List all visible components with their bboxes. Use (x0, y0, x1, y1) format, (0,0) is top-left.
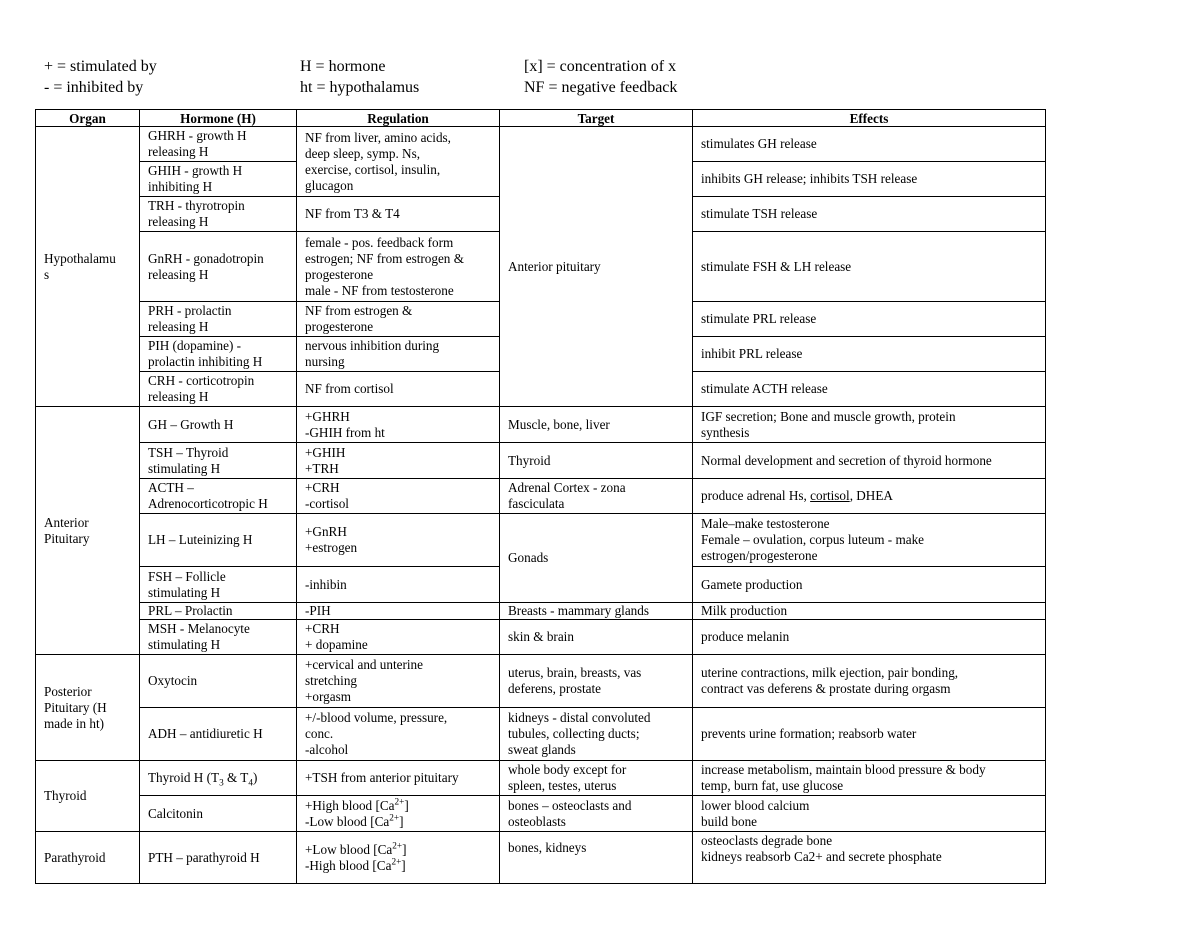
organ-cell: Thyroid (36, 761, 140, 832)
target-cell: bones, kidneys (500, 832, 693, 884)
legend-hypothalamus: ht = hypothalamus (300, 79, 420, 96)
target-cell: Thyroid (500, 443, 693, 479)
superscript: 2+ (391, 856, 402, 867)
target-cell: Muscle, bone, liver (500, 407, 693, 443)
target-cell: Anterior pituitary (500, 127, 693, 407)
hormone-cell: ACTH – Adrenocorticotropic H (140, 479, 297, 514)
subscript: 4 (248, 777, 253, 788)
hormone-cell: ADH – antidiuretic H (140, 708, 297, 761)
regulation-cell: +CRH -cortisol (297, 479, 500, 514)
effects-cell: osteoclasts degrade bone kidneys reabsorb Ca2+ and secrete phosphate (693, 832, 1046, 884)
table-row (36, 407, 1046, 443)
regulation-cell: +GHIH +TRH (297, 443, 500, 479)
table-row (36, 443, 1046, 479)
regulation-cell: +CRH + dopamine (297, 620, 500, 655)
hormone-table (35, 109, 1046, 884)
hormone-text: ) (252, 770, 258, 785)
effects-cell: inhibits GH release; inhibits TSH release (693, 162, 1046, 197)
regulation-cell: female - pos. feedback form estrogen; NF from estrogen & progesterone male - NF from testosterone (297, 232, 500, 302)
regulation-cell: -inhibin (297, 567, 500, 603)
table-row (36, 603, 1046, 620)
header-hormone: Hormone (H) (140, 110, 297, 127)
effects-text: , DHEA (849, 488, 893, 503)
target-cell: whole body except for spleen, testes, uterus (500, 761, 693, 796)
legend-hormone: H = hormone (300, 58, 386, 75)
effects-cell: Gamete production (693, 567, 1046, 603)
hormone-cell: GH – Growth H (140, 407, 297, 443)
regulation-text: +High blood [Ca (305, 797, 395, 813)
effects-cell: produce melanin (693, 620, 1046, 655)
hormone-cell: PRL – Prolactin (140, 603, 297, 620)
legend-inhibited: - = inhibited by (44, 79, 144, 96)
effects-cell: uterine contractions, milk ejection, pair bonding, contract vas deferens & prostate during orgasm (693, 655, 1046, 708)
superscript: 2+ (392, 840, 403, 851)
hormone-cell: TRH - thyrotropin releasing H (140, 197, 297, 232)
effects-cell (693, 479, 1046, 514)
effects-cell: prevents urine formation; reabsorb water (693, 708, 1046, 761)
header-effects: Effects (693, 110, 1046, 127)
target-cell: bones – osteoclasts and osteoblasts (500, 796, 693, 832)
hormone-cell: TSH – Thyroid stimulating H (140, 443, 297, 479)
hormone-cell: GHRH - growth H releasing H (140, 127, 297, 162)
effects-cell: Milk production (693, 603, 1046, 620)
effects-cell: stimulates GH release (693, 127, 1046, 162)
regulation-cell: NF from liver, amino acids, deep sleep, symp. Ns, exercise, cortisol, insulin, glucagon (297, 127, 500, 197)
regulation-cell: NF from T3 & T4 (297, 197, 500, 232)
table-row (36, 761, 1046, 796)
effects-cell: Normal development and secretion of thyroid hormone (693, 443, 1046, 479)
bracket: ] (402, 841, 407, 857)
table-row (36, 479, 1046, 514)
table-row (36, 127, 1046, 162)
organ-cell: Anterior Pituitary (36, 407, 140, 655)
organ-cell: Parathyroid (36, 832, 140, 884)
regulation-text: -High blood [Ca (305, 857, 392, 873)
header-row (36, 110, 1046, 127)
table-row (36, 514, 1046, 567)
regulation-text: -Low blood [Ca (305, 813, 390, 829)
regulation-cell (297, 796, 500, 832)
target-cell: Breasts - mammary glands (500, 603, 693, 620)
header-target: Target (500, 110, 693, 127)
regulation-cell: +/-blood volume, pressure, conc. -alcohol (297, 708, 500, 761)
target-cell: Gonads (500, 514, 693, 603)
regulation-cell: NF from cortisol (297, 372, 500, 407)
table-row (36, 832, 1046, 884)
target-cell: kidneys - distal convoluted tubules, collecting ducts; sweat glands (500, 708, 693, 761)
effects-cell: stimulate PRL release (693, 302, 1046, 337)
target-cell: uterus, brain, breasts, vas deferens, prostate (500, 655, 693, 708)
hormone-cell: Oxytocin (140, 655, 297, 708)
effects-cell: increase metabolism, maintain blood pressure & body temp, burn fat, use glucose (693, 761, 1046, 796)
effects-cell: IGF secretion; Bone and muscle growth, protein synthesis (693, 407, 1046, 443)
header-regulation: Regulation (297, 110, 500, 127)
superscript: 2+ (389, 812, 400, 823)
hormone-cell: PTH – parathyroid H (140, 832, 297, 884)
hormone-text: Thyroid H (T (148, 770, 220, 785)
legend-stimulated: + = stimulated by (44, 58, 157, 75)
regulation-cell: nervous inhibition during nursing (297, 337, 500, 372)
table-row (36, 796, 1046, 832)
hormone-cell (140, 761, 297, 796)
legend-concentration: [x] = concentration of x (524, 58, 677, 75)
hormone-cell: PIH (dopamine) - prolactin inhibiting H (140, 337, 297, 372)
hormone-cell: MSH - Melanocyte stimulating H (140, 620, 297, 655)
regulation-cell (297, 832, 500, 884)
effects-underlined: cortisol (810, 488, 850, 503)
regulation-cell: +TSH from anterior pituitary (297, 761, 500, 796)
hormone-cell: GnRH - gonadotropin releasing H (140, 232, 297, 302)
hormone-cell: PRH - prolactin releasing H (140, 302, 297, 337)
legend-negative-feedback: NF = negative feedback (524, 79, 678, 96)
organ-cell: Posterior Pituitary (H made in ht) (36, 655, 140, 761)
table-row (36, 655, 1046, 708)
hormone-cell: Calcitonin (140, 796, 297, 832)
bracket: ] (401, 857, 406, 873)
bracket: ] (404, 797, 409, 813)
regulation-cell: -PIH (297, 603, 500, 620)
effects-cell: lower blood calcium build bone (693, 796, 1046, 832)
hormone-text: & T (223, 770, 249, 785)
bracket: ] (399, 813, 404, 829)
regulation-text: +Low blood [Ca (305, 841, 393, 857)
hormone-cell: LH – Luteinizing H (140, 514, 297, 567)
superscript: 2+ (394, 796, 405, 807)
subscript: 3 (219, 777, 224, 788)
effects-cell: stimulate FSH & LH release (693, 232, 1046, 302)
regulation-cell: +GHRH -GHIH from ht (297, 407, 500, 443)
effects-cell: stimulate TSH release (693, 197, 1046, 232)
organ-cell: Hypothalamu s (36, 127, 140, 407)
hormone-cell: FSH – Follicle stimulating H (140, 567, 297, 603)
effects-cell: Male–make testosterone Female – ovulation, corpus luteum - make estrogen/progesterone (693, 514, 1046, 567)
table-row (36, 620, 1046, 655)
effects-cell: inhibit PRL release (693, 337, 1046, 372)
regulation-cell: +GnRH +estrogen (297, 514, 500, 567)
regulation-cell: NF from estrogen & progesterone (297, 302, 500, 337)
effects-text: produce adrenal Hs, (701, 488, 811, 503)
header-organ: Organ (36, 110, 140, 127)
effects-cell: stimulate ACTH release (693, 372, 1046, 407)
hormone-cell: CRH - corticotropin releasing H (140, 372, 297, 407)
regulation-cell: +cervical and unterine stretching +orgasm (297, 655, 500, 708)
target-cell: skin & brain (500, 620, 693, 655)
hormone-cell: GHIH - growth H inhibiting H (140, 162, 297, 197)
table-row (36, 708, 1046, 761)
target-cell: Adrenal Cortex - zona fasciculata (500, 479, 693, 514)
